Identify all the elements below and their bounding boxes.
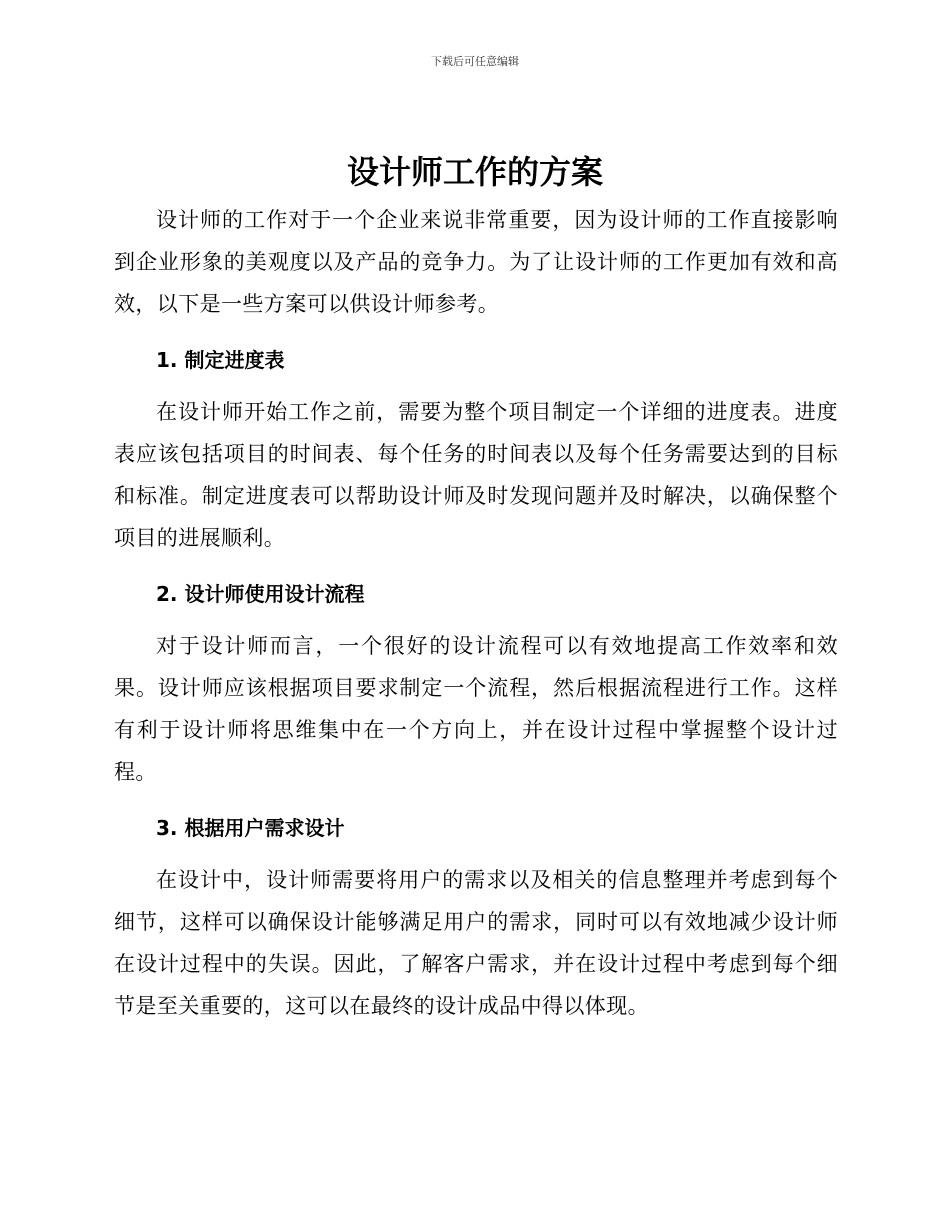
document-title: 设计师工作的方案 xyxy=(346,153,603,191)
section-paragraph-1: 在设计师开始工作之前，需要为整个项目制定一个详细的进度表。进度表应该包括项目的时间表、每个任务的时间表以及每个任务需要达到的目标和标准。制定进度表可以帮助设计师及时发现问题并及时解决，以确保整个项目的进展顺利。 xyxy=(114,400,838,550)
header-note: 下载后可任意编辑 xyxy=(431,55,519,68)
section-paragraph-3: 在设计中，设计师需要将用户的需求以及相关的信息整理并考虑到每个细节，这样可以确保设计能够满足用户的需求，同时可以有效地减少设计师在设计过程中的失误。因此，了解客户需求，并在设计过程中考虑到每个细节是至关重要的，这可以在最终的设计成品中得以体现。 xyxy=(114,868,838,1018)
section-heading-1: 1. 制定进度表 xyxy=(156,348,285,372)
section-heading-3: 3. 根据用户需求设计 xyxy=(156,816,345,840)
intro-paragraph: 设计师的工作对于一个企业来说非常重要，因为设计师的工作直接影响到企业形象的美观度以及产品的竞争力。为了让设计师的工作更加有效和高效，以下是一些方案可以供设计师参考。 xyxy=(114,208,838,316)
section-heading-2: 2. 设计师使用设计流程 xyxy=(156,582,365,606)
document-body xyxy=(114,199,838,1027)
section-paragraph-2: 对于设计师而言，一个很好的设计流程可以有效地提高工作效率和效果。设计师应该根据项目要求制定一个流程，然后根据流程进行工作。这样有利于设计师将思维集中在一个方向上，并在设计过程中掌握整个设计过程。 xyxy=(114,634,838,784)
